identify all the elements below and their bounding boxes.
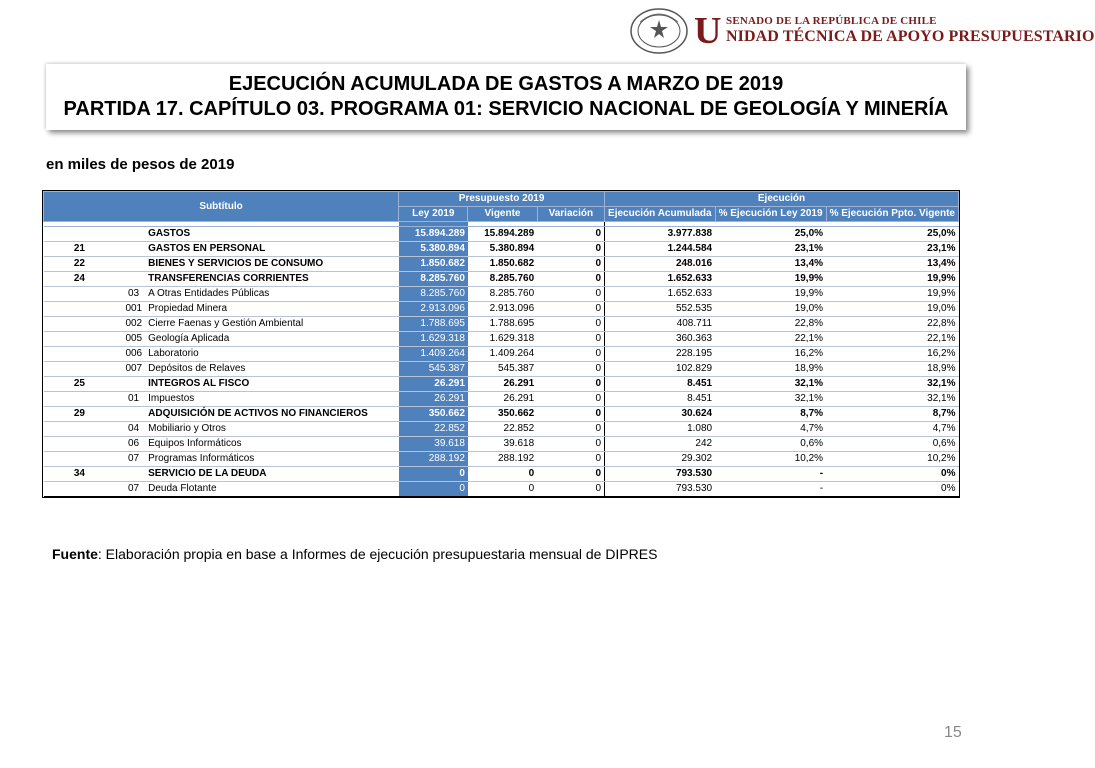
cell-pct-ley: 8,7% xyxy=(715,407,826,422)
cell-vigente: 1.850.682 xyxy=(468,257,537,272)
cell-ejecucion: 8.451 xyxy=(605,377,716,392)
cell-blank xyxy=(115,452,122,467)
cell-ejecucion: 3.977.838 xyxy=(605,227,716,242)
cell-variacion: 0 xyxy=(537,422,604,437)
cell-name: GASTOS xyxy=(145,227,399,242)
cell-pct-ley: 19,9% xyxy=(715,272,826,287)
cell-subtitulo xyxy=(44,452,116,467)
cell-ley: 545.387 xyxy=(399,362,468,377)
cell-name: Propiedad Minera xyxy=(145,302,399,317)
cell-pct-ley: 23,1% xyxy=(715,242,826,257)
cell-vigente: 0 xyxy=(468,467,537,482)
cell-name: Geología Aplicada xyxy=(145,332,399,347)
cell-pct-vigente: 16,2% xyxy=(826,347,958,362)
cell-subtitulo xyxy=(44,392,116,407)
cell-pct-ley: 18,9% xyxy=(715,362,826,377)
cell-ley: 1.409.264 xyxy=(399,347,468,362)
cell-item: 005 xyxy=(122,332,145,347)
cell-ley: 5.380.894 xyxy=(399,242,468,257)
cell-subtitulo xyxy=(44,347,116,362)
cell-subtitulo xyxy=(44,287,116,302)
cell-ley: 0 xyxy=(399,467,468,482)
cell-vigente: 39.618 xyxy=(468,437,537,452)
cell-vigente: 0 xyxy=(468,482,537,497)
cell-ley: 15.894.289 xyxy=(399,227,468,242)
cell-item: 03 xyxy=(122,287,145,302)
cell-vigente: 22.852 xyxy=(468,422,537,437)
table-row xyxy=(44,362,959,377)
cell-ejecucion: 360.363 xyxy=(605,332,716,347)
cell-pct-ley: 32,1% xyxy=(715,392,826,407)
cell-ley: 26.291 xyxy=(399,377,468,392)
brand-initial: U xyxy=(694,10,722,52)
units-label: en miles de pesos de 2019 xyxy=(46,156,235,173)
cell-subtitulo xyxy=(44,482,116,497)
cell-subtitulo: 21 xyxy=(44,242,116,257)
cell-blank xyxy=(115,242,122,257)
cell-pct-ley: 19,9% xyxy=(715,287,826,302)
cell-blank xyxy=(115,227,122,242)
cell-pct-ley: 0,6% xyxy=(715,437,826,452)
cell-item: 006 xyxy=(122,347,145,362)
cell-item xyxy=(122,467,145,482)
cell-subtitulo xyxy=(44,227,116,242)
header-pct-vigente: % Ejecución Ppto. Vigente xyxy=(826,207,958,222)
budget-table xyxy=(43,191,959,497)
cell-pct-ley: 19,0% xyxy=(715,302,826,317)
cell-vigente: 15.894.289 xyxy=(468,227,537,242)
cell-name: A Otras Entidades Públicas xyxy=(145,287,399,302)
table-row xyxy=(44,467,959,482)
cell-blank xyxy=(115,437,122,452)
cell-blank xyxy=(115,317,122,332)
cell-pct-ley: - xyxy=(715,467,826,482)
cell-variacion: 0 xyxy=(537,317,604,332)
cell-blank xyxy=(115,257,122,272)
cell-ley: 1.850.682 xyxy=(399,257,468,272)
cell-ley: 26.291 xyxy=(399,392,468,407)
cell-name: Cierre Faenas y Gestión Ambiental xyxy=(145,317,399,332)
cell-item xyxy=(122,377,145,392)
cell-pct-ley: 16,2% xyxy=(715,347,826,362)
cell-blank xyxy=(115,377,122,392)
cell-pct-vigente: 8,7% xyxy=(826,407,958,422)
cell-blank xyxy=(115,287,122,302)
cell-pct-vigente: 23,1% xyxy=(826,242,958,257)
cell-variacion: 0 xyxy=(537,437,604,452)
cell-vigente: 545.387 xyxy=(468,362,537,377)
cell-ejecucion: 408.711 xyxy=(605,317,716,332)
table-row xyxy=(44,332,959,347)
cell-pct-vigente: 22,8% xyxy=(826,317,958,332)
cell-pct-vigente: 18,9% xyxy=(826,362,958,377)
cell-subtitulo xyxy=(44,302,116,317)
cell-ley: 1.788.695 xyxy=(399,317,468,332)
cell-name: GASTOS EN PERSONAL xyxy=(145,242,399,257)
cell-variacion: 0 xyxy=(537,302,604,317)
cell-vigente: 26.291 xyxy=(468,377,537,392)
cell-ejecucion: 552.535 xyxy=(605,302,716,317)
cell-blank xyxy=(115,362,122,377)
cell-blank xyxy=(115,302,122,317)
cell-blank xyxy=(115,272,122,287)
cell-ejecucion: 8.451 xyxy=(605,392,716,407)
cell-item: 07 xyxy=(122,452,145,467)
cell-name: Depósitos de Relaves xyxy=(145,362,399,377)
cell-item: 07 xyxy=(122,482,145,497)
cell-subtitulo: 22 xyxy=(44,257,116,272)
cell-ley: 1.629.318 xyxy=(399,332,468,347)
cell-variacion: 0 xyxy=(537,407,604,422)
cell-name: Impuestos xyxy=(145,392,399,407)
cell-pct-ley: 32,1% xyxy=(715,377,826,392)
header-ejecucion: Ejecución xyxy=(605,192,959,207)
cell-vigente: 8.285.760 xyxy=(468,287,537,302)
page-number: 15 xyxy=(944,724,962,741)
cell-name: Equipos Informáticos xyxy=(145,437,399,452)
cell-blank xyxy=(115,422,122,437)
cell-blank xyxy=(115,347,122,362)
table-row xyxy=(44,437,959,452)
page-subtitle: PARTIDA 17. CAPÍTULO 03. PROGRAMA 01: SERVICIO NACIONAL DE GEOLOGÍA Y MINERÍA xyxy=(63,98,949,120)
cell-variacion: 0 xyxy=(537,347,604,362)
cell-vigente: 8.285.760 xyxy=(468,272,537,287)
cell-ley: 2.913.096 xyxy=(399,302,468,317)
cell-pct-vigente: 10,2% xyxy=(826,452,958,467)
cell-name: INTEGROS AL FISCO xyxy=(145,377,399,392)
table-row xyxy=(44,287,959,302)
title-box xyxy=(46,64,966,130)
cell-variacion: 0 xyxy=(537,272,604,287)
cell-ley: 8.285.760 xyxy=(399,287,468,302)
cell-item xyxy=(122,242,145,257)
table-row xyxy=(44,392,959,407)
header-pct-ley: % Ejecución Ley 2019 xyxy=(715,207,826,222)
cell-subtitulo: 25 xyxy=(44,377,116,392)
cell-ejecucion: 102.829 xyxy=(605,362,716,377)
cell-item: 01 xyxy=(122,392,145,407)
cell-name: SERVICIO DE LA DEUDA xyxy=(145,467,399,482)
cell-pct-ley: 4,7% xyxy=(715,422,826,437)
cell-vigente: 1.409.264 xyxy=(468,347,537,362)
brand-line2: NIDAD TÉCNICA DE APOYO PRESUPUESTARIO xyxy=(726,28,1095,45)
cell-item xyxy=(122,227,145,242)
header-presupuesto: Presupuesto 2019 xyxy=(399,192,605,207)
cell-item: 001 xyxy=(122,302,145,317)
cell-ejecucion: 248.016 xyxy=(605,257,716,272)
cell-item: 007 xyxy=(122,362,145,377)
cell-item xyxy=(122,272,145,287)
cell-name: Laboratorio xyxy=(145,347,399,362)
cell-vigente: 350.662 xyxy=(468,407,537,422)
cell-item xyxy=(122,257,145,272)
cell-subtitulo xyxy=(44,422,116,437)
table-row xyxy=(44,347,959,362)
cell-ejecucion: 228.195 xyxy=(605,347,716,362)
cell-name: Mobiliario y Otros xyxy=(145,422,399,437)
table-row xyxy=(44,257,959,272)
cell-ley: 0 xyxy=(399,482,468,497)
cell-pct-vigente: 0% xyxy=(826,467,958,482)
cell-blank xyxy=(115,467,122,482)
cell-ejecucion: 30.624 xyxy=(605,407,716,422)
cell-variacion: 0 xyxy=(537,452,604,467)
cell-ley: 288.192 xyxy=(399,452,468,467)
cell-item xyxy=(122,407,145,422)
brand-logo xyxy=(694,10,1095,52)
cell-pct-ley: 25,0% xyxy=(715,227,826,242)
cell-ley: 350.662 xyxy=(399,407,468,422)
brand-line1: SENADO DE LA REPÚBLICA DE CHILE xyxy=(726,15,937,27)
table-row xyxy=(44,227,959,242)
cell-subtitulo xyxy=(44,332,116,347)
cell-vigente: 5.380.894 xyxy=(468,242,537,257)
cell-variacion: 0 xyxy=(537,257,604,272)
table-row xyxy=(44,482,959,497)
senate-seal-logo xyxy=(630,8,688,54)
cell-pct-ley: 10,2% xyxy=(715,452,826,467)
cell-subtitulo: 34 xyxy=(44,467,116,482)
header-ley: Ley 2019 xyxy=(399,207,468,222)
cell-pct-ley: 22,1% xyxy=(715,332,826,347)
cell-variacion: 0 xyxy=(537,227,604,242)
cell-ley: 8.285.760 xyxy=(399,272,468,287)
cell-vigente: 2.913.096 xyxy=(468,302,537,317)
cell-blank xyxy=(115,482,122,497)
table-row xyxy=(44,422,959,437)
cell-subtitulo xyxy=(44,317,116,332)
cell-variacion: 0 xyxy=(537,377,604,392)
cell-item: 04 xyxy=(122,422,145,437)
cell-variacion: 0 xyxy=(537,362,604,377)
cell-item: 06 xyxy=(122,437,145,452)
cell-ejecucion: 242 xyxy=(605,437,716,452)
source-label: Fuente xyxy=(52,546,98,562)
table-row xyxy=(44,377,959,392)
table-row xyxy=(44,407,959,422)
cell-pct-ley: 13,4% xyxy=(715,257,826,272)
cell-subtitulo xyxy=(44,362,116,377)
cell-subtitulo: 29 xyxy=(44,407,116,422)
cell-name: Deuda Flotante xyxy=(145,482,399,497)
cell-pct-vigente: 25,0% xyxy=(826,227,958,242)
cell-name: Programas Informáticos xyxy=(145,452,399,467)
cell-pct-vigente: 32,1% xyxy=(826,377,958,392)
cell-pct-vigente: 19,9% xyxy=(826,287,958,302)
cell-blank xyxy=(115,392,122,407)
cell-ejecucion: 1.080 xyxy=(605,422,716,437)
cell-ejecucion: 1.652.633 xyxy=(605,287,716,302)
cell-subtitulo: 24 xyxy=(44,272,116,287)
cell-name: TRANSFERENCIAS CORRIENTES xyxy=(145,272,399,287)
cell-ejecucion: 1.652.633 xyxy=(605,272,716,287)
header-variacion: Variación xyxy=(537,207,604,222)
cell-pct-vigente: 4,7% xyxy=(826,422,958,437)
cell-ley: 22.852 xyxy=(399,422,468,437)
cell-ejecucion: 29.302 xyxy=(605,452,716,467)
cell-variacion: 0 xyxy=(537,482,604,497)
cell-pct-vigente: 32,1% xyxy=(826,392,958,407)
cell-pct-vigente: 13,4% xyxy=(826,257,958,272)
table-row xyxy=(44,302,959,317)
table-row xyxy=(44,452,959,467)
cell-ley: 39.618 xyxy=(399,437,468,452)
cell-vigente: 26.291 xyxy=(468,392,537,407)
cell-pct-vigente: 19,0% xyxy=(826,302,958,317)
cell-vigente: 1.788.695 xyxy=(468,317,537,332)
cell-pct-vigente: 19,9% xyxy=(826,272,958,287)
cell-pct-vigente: 0,6% xyxy=(826,437,958,452)
cell-pct-ley: 22,8% xyxy=(715,317,826,332)
cell-vigente: 288.192 xyxy=(468,452,537,467)
source-text: : Elaboración propia en base a Informes de ejecución presupuestaria mensual de DIPRES xyxy=(97,546,658,562)
cell-blank xyxy=(115,332,122,347)
cell-blank xyxy=(115,407,122,422)
cell-name: BIENES Y SERVICIOS DE CONSUMO xyxy=(145,257,399,272)
cell-ejecucion: 793.530 xyxy=(605,482,716,497)
cell-name: ADQUISICIÓN DE ACTIVOS NO FINANCIEROS xyxy=(145,407,399,422)
header-vigente: Vigente xyxy=(468,207,537,222)
cell-variacion: 0 xyxy=(537,242,604,257)
cell-item: 002 xyxy=(122,317,145,332)
source-note xyxy=(52,546,657,562)
cell-vigente: 1.629.318 xyxy=(468,332,537,347)
cell-variacion: 0 xyxy=(537,467,604,482)
cell-pct-vigente: 0% xyxy=(826,482,958,497)
header-subtitulo: Subtítulo xyxy=(44,192,399,222)
table-row xyxy=(44,317,959,332)
cell-ejecucion: 1.244.584 xyxy=(605,242,716,257)
cell-pct-vigente: 22,1% xyxy=(826,332,958,347)
table-row xyxy=(44,242,959,257)
cell-ejecucion: 793.530 xyxy=(605,467,716,482)
cell-variacion: 0 xyxy=(537,287,604,302)
cell-pct-ley: - xyxy=(715,482,826,497)
page-title: EJECUCIÓN ACUMULADA DE GASTOS A MARZO DE 2019 xyxy=(228,73,784,95)
cell-variacion: 0 xyxy=(537,392,604,407)
cell-variacion: 0 xyxy=(537,332,604,347)
cell-subtitulo xyxy=(44,437,116,452)
table-row xyxy=(44,272,959,287)
header-ejec-acum: Ejecución Acumulada xyxy=(605,207,716,222)
